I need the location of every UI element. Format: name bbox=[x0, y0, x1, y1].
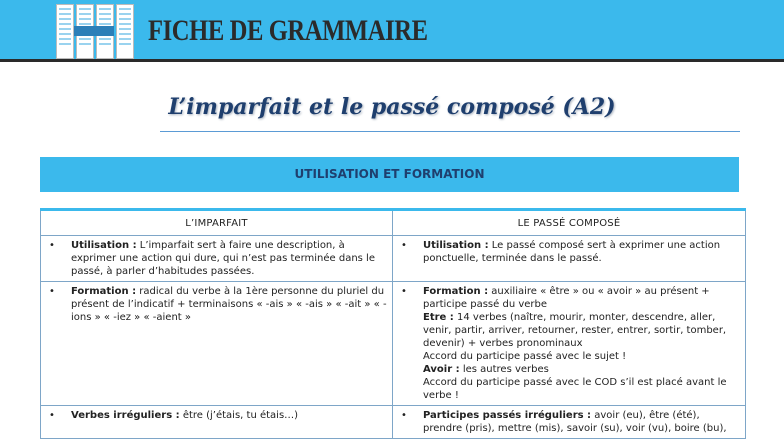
passe-compose-utilisation-cell bbox=[393, 236, 746, 282]
banner-title: FICHE DE GRAMMAIRE bbox=[148, 14, 428, 47]
table-row bbox=[41, 236, 746, 282]
document-title: L’imparfait et le passé composé (A2) bbox=[168, 94, 616, 120]
cell-text: radical du verbe à la 1ère personne du pluriel du présent de l’indicatif + terminaisons « -ais » « -ais » « -ait » « -ions » « -iez » « -aient » bbox=[71, 286, 387, 323]
cell-label: Formation : bbox=[71, 286, 137, 297]
bullet-icon: • bbox=[49, 286, 55, 297]
cell-label: Utilisation : bbox=[71, 240, 137, 251]
cell-label: Utilisation : bbox=[423, 240, 489, 251]
table-header-row bbox=[41, 210, 746, 236]
table-row bbox=[41, 282, 746, 406]
grammar-table bbox=[40, 208, 746, 439]
imparfait-utilisation-cell bbox=[41, 236, 393, 282]
cell-text: auxiliaire « être » ou « avoir » au présent + participe passé du verbe bbox=[423, 286, 710, 310]
bullet-icon: • bbox=[49, 410, 55, 421]
grammar-sheet-thumbnail bbox=[56, 4, 136, 59]
section-header: UTILISATION ET FORMATION bbox=[40, 157, 739, 192]
passe-compose-participes-irreguliers-cell bbox=[393, 406, 746, 439]
cell-label: Verbes irréguliers : bbox=[71, 410, 180, 421]
cell-text: Le passé composé sert à exprimer une action ponctuelle, terminée dans le passé. bbox=[423, 240, 721, 264]
imparfait-formation-cell bbox=[41, 282, 393, 406]
bullet-icon: • bbox=[401, 240, 407, 251]
thumbnail-tag bbox=[74, 26, 114, 36]
cell-label: Participes passés irréguliers : bbox=[423, 410, 592, 421]
bullet-icon: • bbox=[401, 286, 407, 297]
avoir-text: les autres verbes bbox=[462, 364, 549, 375]
cell-text: être (j’étais, tu étais…) bbox=[182, 410, 299, 421]
imparfait-verbes-irreguliers-cell bbox=[41, 406, 393, 439]
etre-accord-note: Accord du participe passé avec le sujet ! bbox=[423, 351, 627, 362]
header-banner bbox=[0, 0, 784, 62]
bullet-icon: • bbox=[401, 410, 407, 421]
cell-text: L’imparfait sert à faire une description, à exprimer une action qui dure, qui n’est pas terminée dans le passé, à parler d’habitudes passées. bbox=[71, 240, 375, 277]
title-divider bbox=[160, 131, 740, 132]
cell-text: avoir (eu), être (été), prendre (pris), mettre (mis), savoir (su), voir (vu), boire (bu), bbox=[423, 410, 727, 434]
avoir-label: Avoir : bbox=[423, 364, 460, 375]
table-row bbox=[41, 406, 746, 439]
cell-label: Formation : bbox=[423, 286, 489, 297]
column-header-passe-compose: LE PASSÉ COMPOSÉ bbox=[393, 210, 746, 236]
passe-compose-formation-cell bbox=[393, 282, 746, 406]
avoir-accord-note: Accord du participe passé avec le COD s’il est placé avant le verbe ! bbox=[423, 377, 727, 401]
bullet-icon: • bbox=[49, 240, 55, 251]
column-header-imparfait: L’IMPARFAIT bbox=[41, 210, 393, 236]
etre-label: Etre : bbox=[423, 312, 454, 323]
etre-text: 14 verbes (naître, mourir, monter, descendre, aller, venir, partir, arriver, retourner, rester, entrer, sortir, tomber, devenir) + verbes pronominaux bbox=[423, 312, 727, 349]
